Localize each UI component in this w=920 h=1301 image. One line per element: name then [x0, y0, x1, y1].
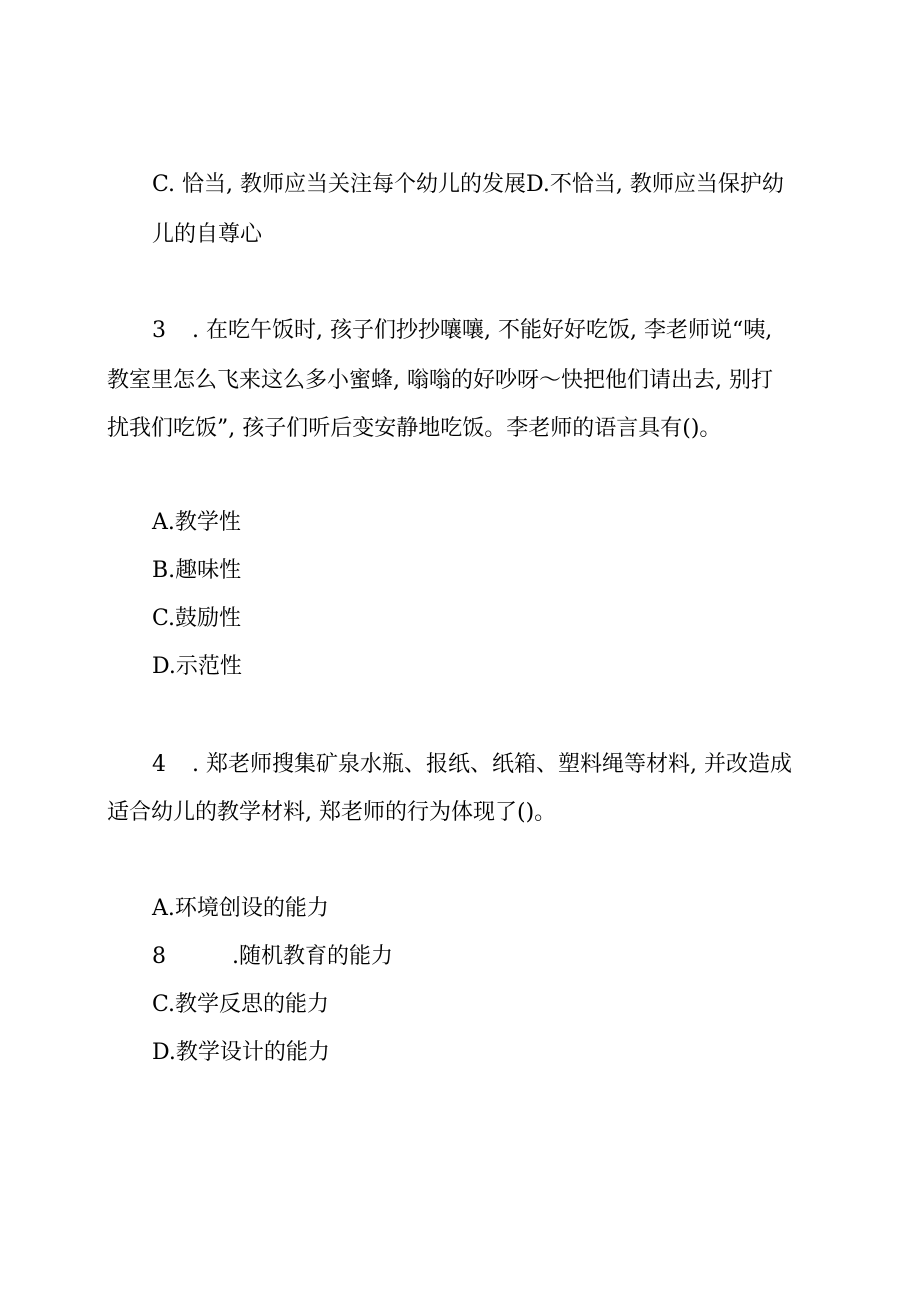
question-4-stem-line-1 [152, 750, 792, 780]
option-d-continuation [152, 220, 262, 250]
question-3-stem-line-3 [107, 414, 721, 444]
question-stem: . 在吃午饭时, 孩子们抄抄嚷嚷, 不能好好吃饭, 李老师说“咦, [192, 318, 773, 343]
question-stem: 适合幼儿的教学材料, 郑老师的行为体现了()。 [107, 800, 557, 825]
question-3-stem-line-1 [152, 316, 772, 346]
option-text: .随机教育的能力 [232, 944, 393, 969]
option-text: D.示范性 [152, 654, 242, 679]
question-4-option-c [152, 990, 329, 1020]
question-3-option-d [152, 652, 242, 682]
question-3-option-c [152, 604, 241, 634]
option-text: B.趣味性 [152, 558, 242, 583]
question-number: 4 [152, 752, 166, 777]
option-text: 儿的自尊心 [152, 222, 263, 247]
option-text: C.教学反思的能力 [152, 992, 330, 1017]
question-4-option-b [152, 942, 393, 972]
option-text: C. 恰当, 教师应当关注每个幼儿的发展D.不恰当, 教师应当保护幼 [152, 172, 784, 197]
question-4-stem-line-2 [107, 798, 556, 828]
question-4-option-d [152, 1038, 330, 1068]
option-text: C.鼓励性 [152, 606, 242, 631]
question-stem: 教室里怎么飞来这么多小蜜蜂, 嗡嗡的好吵呀～快把他们请出去, 别打 [107, 368, 773, 393]
question-3-option-a [152, 508, 241, 538]
option-text: A.环境创设的能力 [152, 896, 329, 921]
question-3-stem-line-2 [107, 366, 773, 396]
option-number: 8 [152, 944, 166, 969]
question-stem: 扰我们吃饭”, 孩子们听后变安静地吃饭。李老师的语言具有()。 [107, 416, 722, 441]
option-text: D.教学设计的能力 [152, 1040, 330, 1065]
question-stem: . 郑老师搜集矿泉水瓶、报纸、纸箱、塑料绳等材料, 并改造成 [192, 752, 792, 777]
question-4-option-a [152, 894, 329, 924]
question-number: 3 [152, 318, 166, 343]
question-3-option-b [152, 556, 241, 586]
option-text: A.教学性 [152, 510, 241, 535]
option-c-d-line [152, 170, 784, 200]
